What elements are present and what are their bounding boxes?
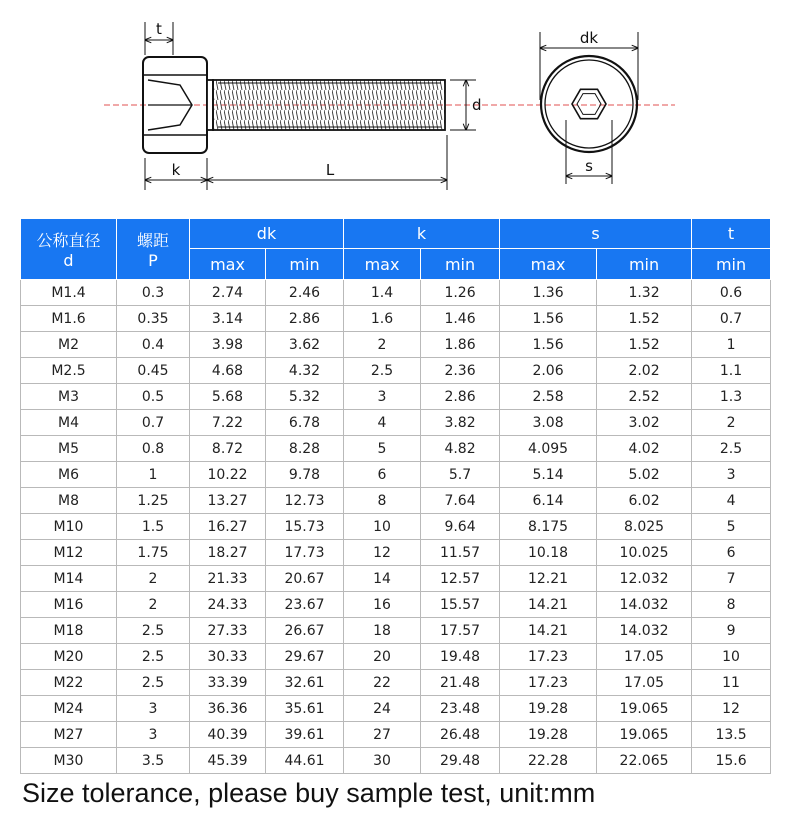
cell-s-min: 2.52	[597, 384, 692, 410]
cell-t-min: 6	[692, 540, 771, 566]
cell-dk-min: 2.46	[266, 280, 344, 306]
header-nominal-diameter-symbol: d	[63, 251, 74, 270]
cell-dk-max: 7.22	[190, 410, 266, 436]
cell-dk-max: 3.98	[190, 332, 266, 358]
cell-k-max: 5	[344, 436, 421, 462]
cell-dk-min: 8.28	[266, 436, 344, 462]
cell-dk-max: 4.68	[190, 358, 266, 384]
cell-pitch: 2	[117, 566, 190, 592]
label-L: L	[325, 161, 335, 179]
cell-s-min: 10.025	[597, 540, 692, 566]
cell-dk-max: 33.39	[190, 670, 266, 696]
header-pitch-symbol: P	[148, 251, 158, 270]
table-row	[21, 384, 771, 410]
cell-dk-min: 3.62	[266, 332, 344, 358]
cell-dk-min: 6.78	[266, 410, 344, 436]
cell-t-min: 8	[692, 592, 771, 618]
cell-dk-max: 27.33	[190, 618, 266, 644]
cell-dk-max: 40.39	[190, 722, 266, 748]
cell-dk-min: 26.67	[266, 618, 344, 644]
cell-t-min: 2.5	[692, 436, 771, 462]
cell-k-min: 17.57	[421, 618, 500, 644]
screw-diagram	[0, 0, 790, 215]
cell-k-min: 9.64	[421, 514, 500, 540]
cell-pitch: 2.5	[117, 670, 190, 696]
cell-pitch: 1	[117, 462, 190, 488]
cell-k-max: 30	[344, 748, 421, 774]
cell-dk-max: 36.36	[190, 696, 266, 722]
cell-k-max: 1.6	[344, 306, 421, 332]
cell-pitch: 2	[117, 592, 190, 618]
cell-size: M8	[21, 488, 117, 514]
cell-k-max: 18	[344, 618, 421, 644]
cell-pitch: 0.7	[117, 410, 190, 436]
cell-size: M20	[21, 644, 117, 670]
cell-s-min: 19.065	[597, 722, 692, 748]
cell-t-min: 0.6	[692, 280, 771, 306]
cell-s-min: 1.52	[597, 332, 692, 358]
cell-dk-max: 24.33	[190, 592, 266, 618]
header-pitch-text: 螺距	[136, 231, 169, 250]
cell-pitch: 3	[117, 722, 190, 748]
table-row	[21, 332, 771, 358]
header-k: k	[344, 219, 500, 249]
cell-pitch: 0.3	[117, 280, 190, 306]
cell-t-min: 0.7	[692, 306, 771, 332]
cell-dk-min: 35.61	[266, 696, 344, 722]
cell-dk-min: 2.86	[266, 306, 344, 332]
cell-k-min: 15.57	[421, 592, 500, 618]
cell-size: M1.4	[21, 280, 117, 306]
cell-s-max: 1.56	[500, 332, 597, 358]
cell-k-min: 29.48	[421, 748, 500, 774]
cell-k-max: 12	[344, 540, 421, 566]
cell-s-max: 14.21	[500, 592, 597, 618]
cell-pitch: 1.5	[117, 514, 190, 540]
cell-size: M5	[21, 436, 117, 462]
cell-dk-min: 17.73	[266, 540, 344, 566]
cell-dk-min: 12.73	[266, 488, 344, 514]
header-s-max: max	[500, 249, 597, 280]
cell-dk-max: 8.72	[190, 436, 266, 462]
cell-k-max: 6	[344, 462, 421, 488]
cell-s-min: 17.05	[597, 644, 692, 670]
cell-k-min: 1.26	[421, 280, 500, 306]
table-row	[21, 540, 771, 566]
cell-size: M22	[21, 670, 117, 696]
spec-table	[20, 218, 771, 774]
cell-s-max: 10.18	[500, 540, 597, 566]
cell-t-min: 3	[692, 462, 771, 488]
cell-pitch: 2.5	[117, 618, 190, 644]
cell-t-min: 10	[692, 644, 771, 670]
header-k-max: max	[344, 249, 421, 280]
table-row	[21, 306, 771, 332]
cell-s-max: 5.14	[500, 462, 597, 488]
cell-size: M24	[21, 696, 117, 722]
cell-s-max: 22.28	[500, 748, 597, 774]
cell-k-max: 10	[344, 514, 421, 540]
label-d: d	[472, 96, 482, 114]
cell-s-max: 2.06	[500, 358, 597, 384]
table-row	[21, 358, 771, 384]
cell-k-min: 23.48	[421, 696, 500, 722]
cell-t-min: 5	[692, 514, 771, 540]
cell-s-max: 8.175	[500, 514, 597, 540]
cell-dk-max: 3.14	[190, 306, 266, 332]
cell-dk-max: 2.74	[190, 280, 266, 306]
cell-dk-max: 21.33	[190, 566, 266, 592]
cell-t-min: 2	[692, 410, 771, 436]
cell-size: M10	[21, 514, 117, 540]
cell-k-min: 1.46	[421, 306, 500, 332]
cell-k-max: 20	[344, 644, 421, 670]
table-row	[21, 410, 771, 436]
cell-k-min: 1.86	[421, 332, 500, 358]
cell-dk-min: 29.67	[266, 644, 344, 670]
cell-k-min: 4.82	[421, 436, 500, 462]
cell-pitch: 2.5	[117, 644, 190, 670]
cell-size: M3	[21, 384, 117, 410]
spec-table-body	[21, 280, 771, 774]
cell-s-min: 5.02	[597, 462, 692, 488]
cell-t-min: 15.6	[692, 748, 771, 774]
cell-t-min: 1.1	[692, 358, 771, 384]
cell-k-min: 11.57	[421, 540, 500, 566]
cell-s-min: 8.025	[597, 514, 692, 540]
cell-k-max: 4	[344, 410, 421, 436]
cell-size: M6	[21, 462, 117, 488]
cell-s-min: 14.032	[597, 618, 692, 644]
header-dk-min: min	[266, 249, 344, 280]
cell-s-max: 1.36	[500, 280, 597, 306]
cell-pitch: 1.25	[117, 488, 190, 514]
cell-dk-min: 44.61	[266, 748, 344, 774]
cell-t-min: 4	[692, 488, 771, 514]
cell-pitch: 1.75	[117, 540, 190, 566]
cell-s-min: 4.02	[597, 436, 692, 462]
cell-k-min: 5.7	[421, 462, 500, 488]
cell-dk-min: 4.32	[266, 358, 344, 384]
cell-k-min: 2.36	[421, 358, 500, 384]
cell-t-min: 13.5	[692, 722, 771, 748]
label-s: s	[585, 157, 593, 175]
cell-dk-max: 5.68	[190, 384, 266, 410]
cell-size: M14	[21, 566, 117, 592]
cell-s-min: 2.02	[597, 358, 692, 384]
cell-k-min: 21.48	[421, 670, 500, 696]
cell-pitch: 0.8	[117, 436, 190, 462]
cell-s-max: 14.21	[500, 618, 597, 644]
cell-size: M4	[21, 410, 117, 436]
table-row	[21, 280, 771, 306]
cell-s-max: 6.14	[500, 488, 597, 514]
cell-pitch: 0.35	[117, 306, 190, 332]
cell-size: M2	[21, 332, 117, 358]
cell-k-min: 19.48	[421, 644, 500, 670]
header-t-min: min	[692, 249, 771, 280]
cell-dk-max: 16.27	[190, 514, 266, 540]
header-t: t	[692, 219, 771, 249]
cell-k-max: 24	[344, 696, 421, 722]
header-s: s	[500, 219, 692, 249]
cell-s-min: 12.032	[597, 566, 692, 592]
cell-pitch: 3	[117, 696, 190, 722]
table-row	[21, 670, 771, 696]
cell-t-min: 11	[692, 670, 771, 696]
screw-shank	[207, 80, 445, 130]
header-pitch	[117, 219, 190, 280]
label-k: k	[171, 161, 181, 179]
cell-dk-min: 23.67	[266, 592, 344, 618]
cell-s-min: 6.02	[597, 488, 692, 514]
cell-dk-min: 32.61	[266, 670, 344, 696]
cell-dk-min: 15.73	[266, 514, 344, 540]
table-row	[21, 644, 771, 670]
cell-dk-min: 39.61	[266, 722, 344, 748]
table-row	[21, 488, 771, 514]
cell-pitch: 0.4	[117, 332, 190, 358]
cell-t-min: 1	[692, 332, 771, 358]
table-row	[21, 592, 771, 618]
cell-s-max: 3.08	[500, 410, 597, 436]
cell-t-min: 7	[692, 566, 771, 592]
cell-size: M16	[21, 592, 117, 618]
table-row	[21, 514, 771, 540]
cell-s-min: 17.05	[597, 670, 692, 696]
table-row	[21, 566, 771, 592]
cell-dk-min: 9.78	[266, 462, 344, 488]
table-row	[21, 618, 771, 644]
header-nominal-diameter	[21, 219, 117, 280]
cell-s-max: 12.21	[500, 566, 597, 592]
cell-s-max: 2.58	[500, 384, 597, 410]
cell-k-min: 7.64	[421, 488, 500, 514]
cell-k-max: 22	[344, 670, 421, 696]
cell-pitch: 0.45	[117, 358, 190, 384]
table-row	[21, 722, 771, 748]
table-row	[21, 436, 771, 462]
cell-s-min: 14.032	[597, 592, 692, 618]
cell-k-max: 3	[344, 384, 421, 410]
table-row	[21, 748, 771, 774]
cell-pitch: 3.5	[117, 748, 190, 774]
cell-s-max: 19.28	[500, 722, 597, 748]
cell-dk-min: 20.67	[266, 566, 344, 592]
table-row	[21, 462, 771, 488]
cell-s-max: 19.28	[500, 696, 597, 722]
cell-size: M27	[21, 722, 117, 748]
cell-dk-max: 18.27	[190, 540, 266, 566]
cell-k-max: 16	[344, 592, 421, 618]
cell-s-min: 3.02	[597, 410, 692, 436]
cell-k-max: 14	[344, 566, 421, 592]
screw-head-top-view	[541, 56, 637, 152]
header-s-min: min	[597, 249, 692, 280]
cell-k-max: 27	[344, 722, 421, 748]
cell-dk-min: 5.32	[266, 384, 344, 410]
cell-k-max: 2	[344, 332, 421, 358]
cell-t-min: 12	[692, 696, 771, 722]
cell-k-max: 1.4	[344, 280, 421, 306]
cell-size: M12	[21, 540, 117, 566]
cell-k-min: 26.48	[421, 722, 500, 748]
cell-size: M18	[21, 618, 117, 644]
cell-t-min: 1.3	[692, 384, 771, 410]
cell-k-min: 12.57	[421, 566, 500, 592]
footer-note: Size tolerance, please buy sample test, unit:mm	[22, 778, 596, 808]
label-t: t	[156, 20, 162, 38]
cell-pitch: 0.5	[117, 384, 190, 410]
cell-s-max: 1.56	[500, 306, 597, 332]
cell-size: M2.5	[21, 358, 117, 384]
cell-t-min: 9	[692, 618, 771, 644]
cell-k-max: 8	[344, 488, 421, 514]
header-k-min: min	[421, 249, 500, 280]
cell-size: M30	[21, 748, 117, 774]
cell-size: M1.6	[21, 306, 117, 332]
header-nominal-diameter-text: 公称直径	[36, 231, 101, 250]
cell-dk-max: 45.39	[190, 748, 266, 774]
cell-s-max: 17.23	[500, 644, 597, 670]
cell-k-min: 3.82	[421, 410, 500, 436]
table-row	[21, 696, 771, 722]
cell-dk-max: 30.33	[190, 644, 266, 670]
cell-s-min: 22.065	[597, 748, 692, 774]
header-dk-max: max	[190, 249, 266, 280]
cell-s-min: 1.32	[597, 280, 692, 306]
label-dk: dk	[579, 29, 599, 47]
cell-s-max: 17.23	[500, 670, 597, 696]
header-dk: dk	[190, 219, 344, 249]
cell-s-max: 4.095	[500, 436, 597, 462]
cell-k-max: 2.5	[344, 358, 421, 384]
cell-s-min: 1.52	[597, 306, 692, 332]
cell-dk-max: 13.27	[190, 488, 266, 514]
cell-dk-max: 10.22	[190, 462, 266, 488]
cell-s-min: 19.065	[597, 696, 692, 722]
cell-k-min: 2.86	[421, 384, 500, 410]
